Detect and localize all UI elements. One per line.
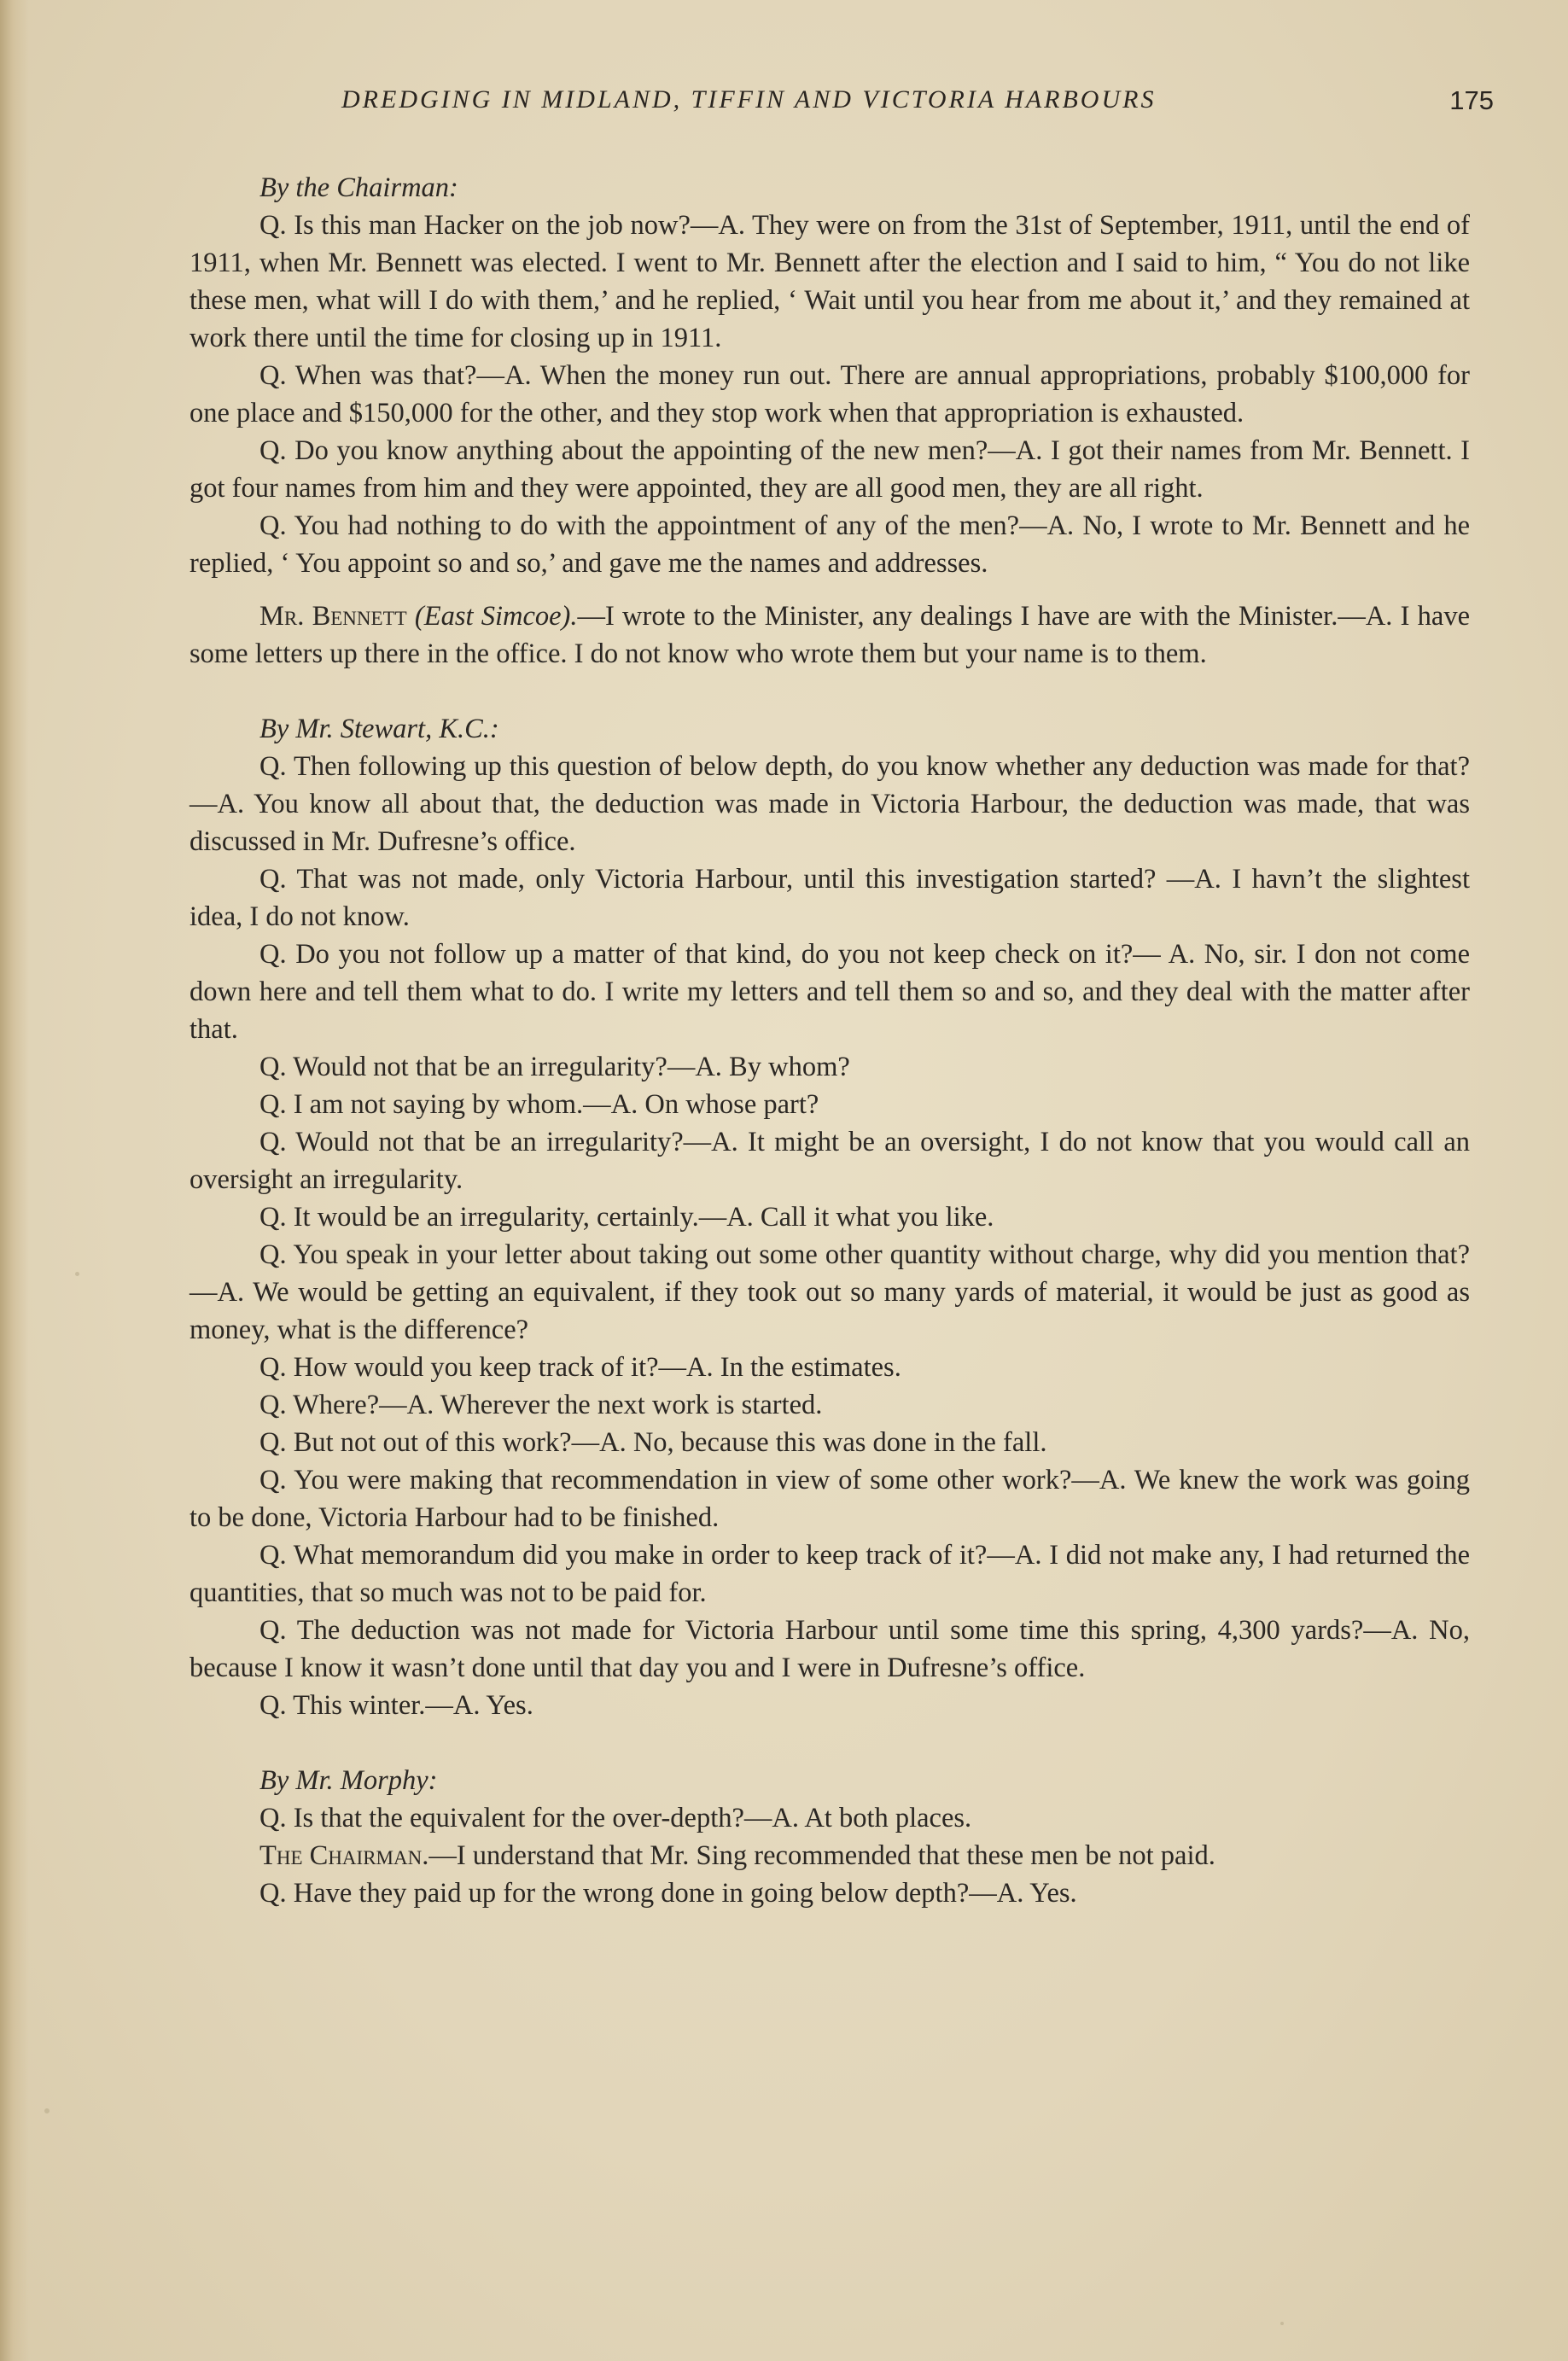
speaker-text: —I understand that Mr. Sing recommended that these men be not paid. bbox=[428, 1840, 1215, 1871]
paragraph: Q. Is this man Hacker on the job now?—A. They were on from the 31st of September, 1911, until the end of 1911, when Mr. Bennett was elected. I went to Mr. Bennett after the election and I said to him, “ You do not like these men, what will I do with them,’ and he replied, ‘ Wait until you hear from me about it,’ and they remained at work there until the time for closing up in 1911. bbox=[189, 210, 1470, 353]
paragraph: Q. You speak in your letter about taking out some other quantity without charge, why did you mention that?—A. We would be getting an equivalent, if they took out so many yards of material, it would be just as good as money, what is the difference? bbox=[189, 1239, 1470, 1345]
paragraph: Q. I am not saying by whom.—A. On whose part? bbox=[259, 1089, 819, 1120]
paragraph: Q. Have they paid up for the wrong done in going below depth?—A. Yes. bbox=[259, 1878, 1077, 1909]
page-header bbox=[341, 85, 1494, 137]
paragraph: Q. Do you know anything about the appointing of the new men?—A. I got their names from Mr. Bennett. I got four names from him and they were appointed, they are all good men, they are all right. bbox=[189, 435, 1470, 504]
paragraph: Q. What memorandum did you make in order to keep track of it?—A. I did not make any, I had returned the quantities, that so much was not to be paid for. bbox=[189, 1540, 1470, 1608]
paragraph: Q. Where?—A. Wherever the next work is started. bbox=[259, 1390, 823, 1420]
paragraph: Q. It would be an irregularity, certainly.—A. Call it what you like. bbox=[259, 1202, 994, 1233]
paragraph: Q. That was not made, only Victoria Harbour, until this investigation started? —A. I havn’t the slightest idea, I do not know. bbox=[189, 864, 1470, 932]
transcript-body bbox=[189, 169, 1470, 1912]
paper-speck bbox=[44, 2108, 50, 2113]
running-head: DREDGING IN MIDLAND, TIFFIN AND VICTORIA HARBOURS bbox=[341, 85, 1157, 114]
paragraph: Q. When was that?—A. When the money run out. There are annual appropriations, probably $100,000 for one place and $150,000 for the other, and they stop work when that appropriation is exhausted. bbox=[189, 360, 1470, 428]
section-heading-chairman: By the Chairman: bbox=[259, 172, 458, 203]
paragraph: Q. Is that the equivalent for the over-depth?—A. At both places. bbox=[259, 1803, 972, 1833]
speaker-name: The Chairman. bbox=[259, 1840, 429, 1871]
section-heading-stewart: By Mr. Stewart, K.C.: bbox=[259, 714, 499, 744]
paragraph: Q. Would not that be an irregularity?—A. By whom? bbox=[259, 1052, 850, 1082]
paragraph: Q. Do you not follow up a matter of that kind, do you not keep check on it?— A. No, sir. I don not come down here and tell them what to do. I write my letters and tell them so and so, and they deal with the matter after that. bbox=[189, 939, 1470, 1045]
chairman-paragraph bbox=[189, 1837, 1470, 1874]
paragraph: Q. Would not that be an irregularity?—A. It might be an oversight, I do not know that you would call an oversight an irregularity. bbox=[189, 1127, 1470, 1195]
page-binding-edge bbox=[0, 0, 29, 2361]
paragraph: Q. How would you keep track of it?—A. In the estimates. bbox=[259, 1352, 901, 1383]
paper-speck bbox=[75, 1272, 79, 1276]
speaker-text: —I wrote to the Minister, any dealings I have are with the Minister.—A. I have some letters up there in the office. I do not know who wrote them but your name is to them. bbox=[189, 601, 1471, 669]
paragraph: Q. Then following up this question of below depth, do you know whether any deduction was made for that?—A. You know all about that, the deduction was made in Victoria Harbour, the deduction was made, that was discussed in Mr. Dufresne’s office. bbox=[189, 751, 1470, 857]
paper-speck bbox=[1280, 2322, 1284, 2325]
paragraph: Q. But not out of this work?—A. No, because this was done in the fall. bbox=[259, 1427, 1047, 1458]
paragraph: Q. You had nothing to do with the appointment of any of the men?—A. No, I wrote to Mr. Bennett and he replied, ‘ You appoint so and so,’ and gave me the names and addresses. bbox=[189, 510, 1470, 579]
paragraph: Q. This winter.—A. Yes. bbox=[259, 1690, 533, 1721]
paragraph: Q. You were making that recommendation in view of some other work?—A. We knew the work was going to be done, Victoria Harbour had to be finished. bbox=[189, 1465, 1470, 1533]
speaker-constituency: (East Simcoe). bbox=[414, 601, 578, 632]
paragraph: Q. The deduction was not made for Victoria Harbour until some time this spring, 4,300 yards?—A. No, because I know it wasn’t done until that day you and I were in Dufresne’s office. bbox=[189, 1615, 1470, 1683]
section-heading-morphy: By Mr. Morphy: bbox=[259, 1765, 438, 1796]
speaker-paragraph-bennett bbox=[189, 598, 1470, 673]
page-number: 175 bbox=[1449, 85, 1494, 115]
speaker-name: Mr. Bennett bbox=[259, 601, 407, 632]
